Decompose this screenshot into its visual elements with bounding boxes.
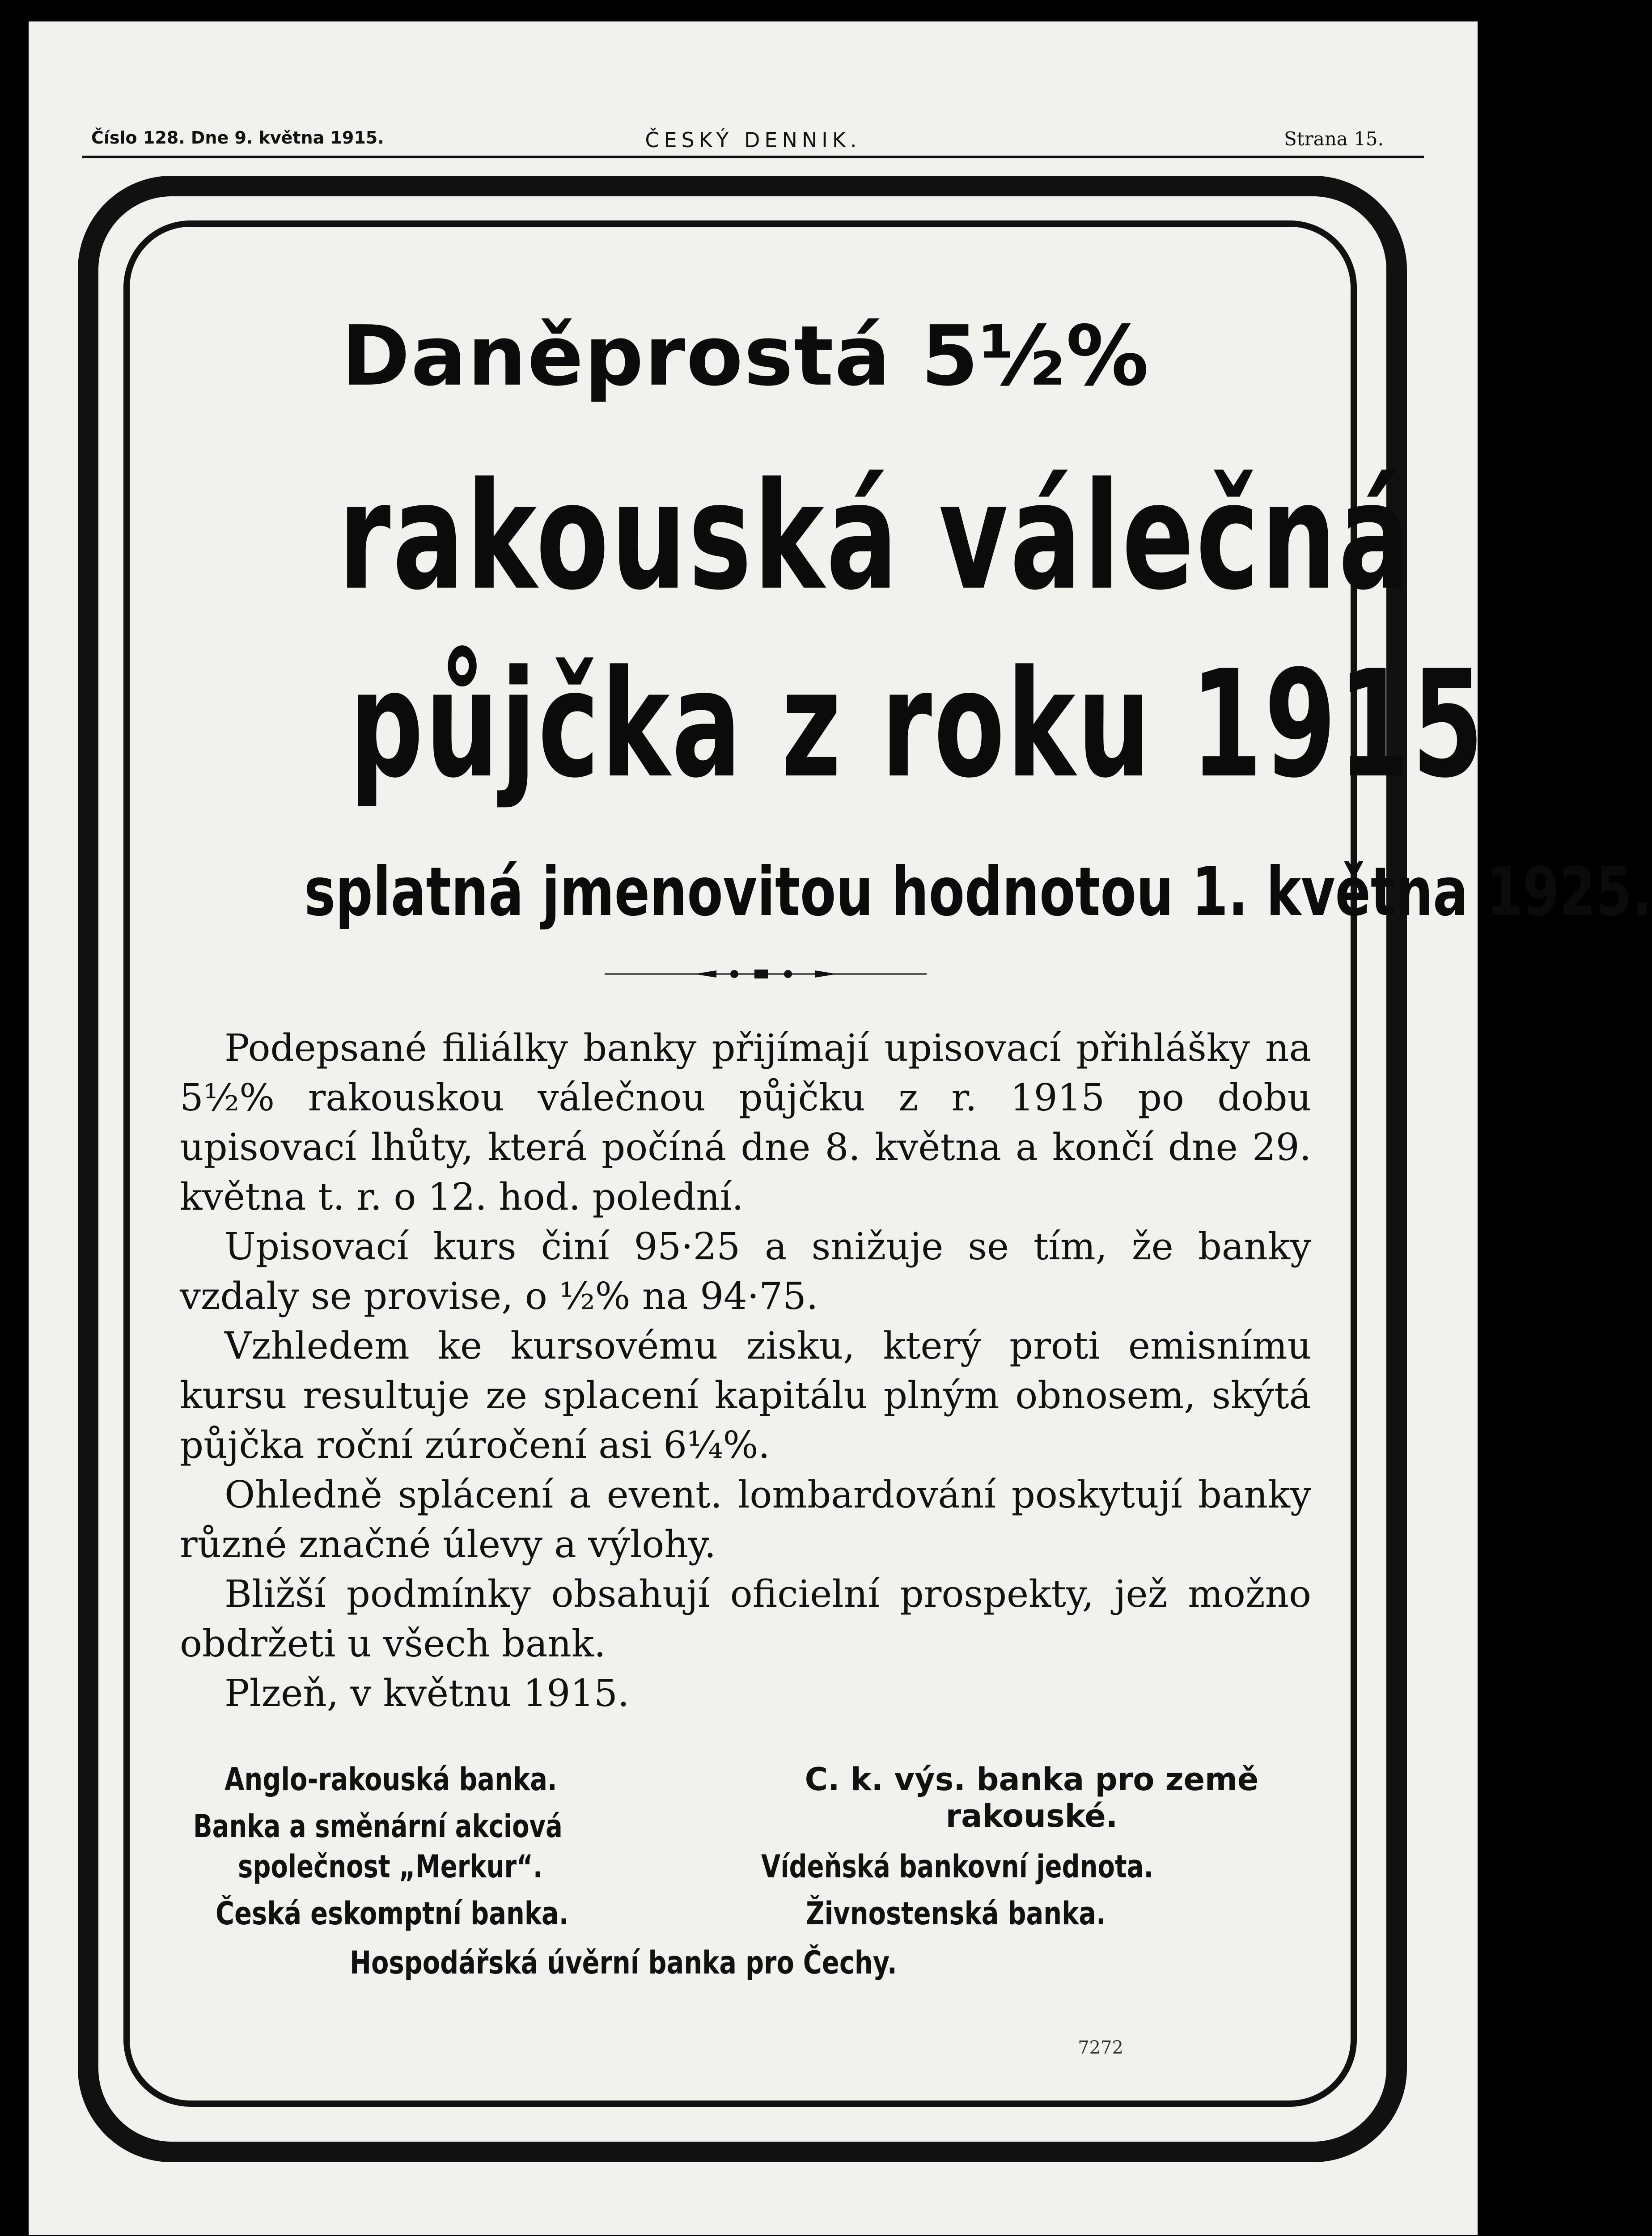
bank-hospodarska-uverni: Hospodářská úvěrní banka pro Čechy. xyxy=(350,1944,897,1981)
paragraph-prospectus: Bližší podmínky obsahují oficielní prospekty, jež možno obdržeti u všech bank. xyxy=(180,1572,1311,1665)
ornament-divider-icon xyxy=(605,965,927,983)
bank-ceska-eskomptni: Česká eskomptní banka. xyxy=(216,1895,569,1932)
issue-info: Číslo 128. Dne 9. května 1915. xyxy=(91,128,384,148)
headline-war-loan: rakouská válečná xyxy=(338,451,1412,623)
paragraph-rate: Upisovací kurs činí 95·25 a snižuje se tím, že banky vzdaly se provise, o ½% na 94·75. xyxy=(180,1225,1311,1318)
bank-merkur-line1: Banka a směnární akciová xyxy=(193,1808,563,1845)
bank-merkur-line2: společnost „Merkur“. xyxy=(238,1848,543,1885)
header-rule xyxy=(82,156,1424,158)
paragraph-place-date: Plzeň, v květnu 1915. xyxy=(225,1672,630,1715)
headline-maturity: splatná jmenovitou hodnotou 1. května 1925. xyxy=(304,853,1652,931)
bank-zivnostenska: Živnostenská banka. xyxy=(806,1895,1106,1932)
bank-videnska-jednota: Vídeňská bankovní jednota. xyxy=(761,1848,1153,1885)
paragraph-lombard: Ohledně splácení a event. lombardování poskytují banky různé značné úlevy a výlohy. xyxy=(180,1473,1311,1566)
newspaper-title: ČESKÝ DENNIK. xyxy=(645,128,861,152)
newspaper-page xyxy=(29,21,1652,2235)
page-number: Strana 15. xyxy=(1283,128,1384,150)
paragraph-subscription: Podepsané filiálky banky přijímají upisovací přihlášky na 5½% rakouskou válečnou půjčku z r. 1915 po dobu upisovací lhůty, která počíná dne 8. května a končí dne 29. května t. r. o 12. hod. polední. xyxy=(180,1026,1311,1219)
ad-reference-number: 7272 xyxy=(1078,2037,1123,2058)
headline-tax-free: Daněprostá 5½% xyxy=(341,308,1150,404)
paragraph-yield: Vzhledem ke kursovému zisku, který proti emisnímu kursu resultuje ze splacení kapitálu plným obnosem, skýtá půjčka roční zúročení asi 6¼%. xyxy=(180,1324,1311,1467)
bank-ck-vys-banka: C. k. výs. banka pro země rakouské. xyxy=(805,1761,1259,1834)
ad-body xyxy=(180,1023,1311,1718)
headline-loan-year: půjčka z roku 1915 xyxy=(349,639,1486,810)
bank-anglo-rakouska: Anglo-rakouská banka. xyxy=(225,1761,557,1798)
